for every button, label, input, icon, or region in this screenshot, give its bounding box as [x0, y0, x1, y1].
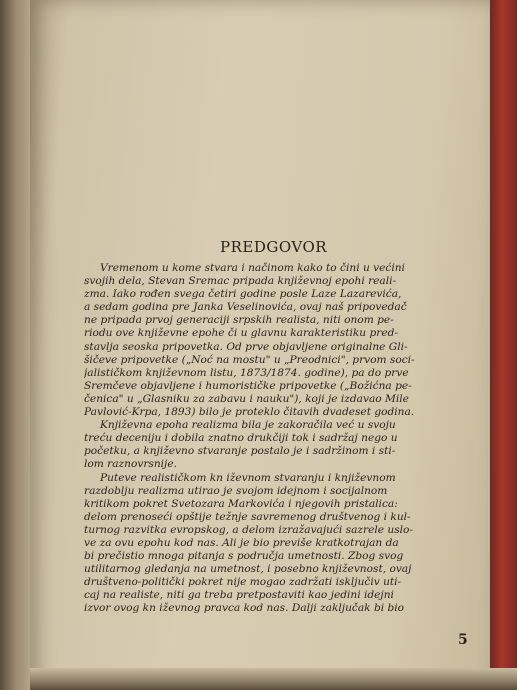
text-line: kritikom pokret Svetozara Markovića i njegovih pristalica: — [84, 497, 398, 510]
text-line: jalističkom književnom listu, 1873/1874. godine), pa do prve — [84, 366, 409, 379]
text-line: riodu ove književne epohe či u glavnu karakteristiku pred- — [84, 327, 398, 340]
text-line: delom prenoseći opštije težnje savremenog društvenog i kul- — [84, 510, 411, 523]
book-cover-edge — [490, 0, 517, 690]
text-line: lom raznovrsnije. — [84, 458, 177, 471]
text-line: turnog razvitka evropskog, a delom izražavajući sazrele uslo- — [84, 523, 413, 536]
text-line: šičeve pripovetke („Noć na mostu" u „Preodnici", prvom soci- — [84, 353, 415, 366]
text-line: Pavlović-Krpa, 1893) bilo je proteklo čitavih dvadeset godina. — [84, 406, 415, 419]
page-bottom-edge — [30, 668, 517, 690]
page-title: PREDGOVOR — [220, 238, 328, 256]
text-line: početku, a književno stvaranje postalo je i sadržinom i sti- — [84, 445, 396, 458]
text-line: Književna epoha realizma bila je zakoračila već u svoju — [100, 419, 396, 432]
text-line: ve za ovu epohu kod nas. Ali je bio previše kratkotrajan da — [84, 536, 399, 549]
text-line: društveno-politički pokret nije mogao zadržati isključiv uti- — [84, 576, 402, 589]
text-line: a sedam godina pre Janka Veselinovića, ovaj naš pripovedač — [84, 301, 407, 314]
text-line: treću deceniju i dobila znatno drukčiji tok i sadržaj nego u — [84, 432, 398, 445]
text-line: razdoblju realizma utirao je svojom idejnom i socijalnom — [84, 484, 388, 497]
text-line: Vremenom u kome stvara i načinom kako to čini u većini — [100, 262, 405, 274]
text-line: izvor ovog kn iževnog pravca kod nas. Dalji zaključak bi bio — [84, 602, 405, 615]
text-line: utilitarnog gledanja na umetnost, i posebno književnost, ovaj — [84, 563, 412, 576]
text-line: ne pripada prvoj generaciji srpskih realista, niti onom pe- — [84, 314, 394, 327]
text-line: zma. Iako rođen svega četiri godine posle Laze Lazarevića, — [84, 288, 402, 301]
text-line: čenica" u „Glasniku za zabavu i nauku"), koji je izdavao Mile — [84, 392, 409, 405]
text-line: caj na realiste, niti ga treba pretpostaviti kao jedini idejni — [84, 589, 394, 602]
text-line: svojih dela, Stevan Sremac pripada književnoj epohi reali- — [84, 275, 397, 288]
preface-text — [84, 262, 470, 616]
text-line: stavlja seoska pripovetka. Od prve objavljene originalne Gli- — [84, 340, 408, 353]
text-line: Sremčeve objavljene i humorističke pripovetke („Božićna pe- — [84, 379, 412, 392]
text-line: bi prečistio mnoga pitanja s područja umetnosti. Zbog svog — [84, 550, 404, 563]
text-line: Puteve realističkom kn iževnom stvaranju i književnom — [100, 471, 396, 484]
page-number: 5 — [458, 632, 468, 648]
